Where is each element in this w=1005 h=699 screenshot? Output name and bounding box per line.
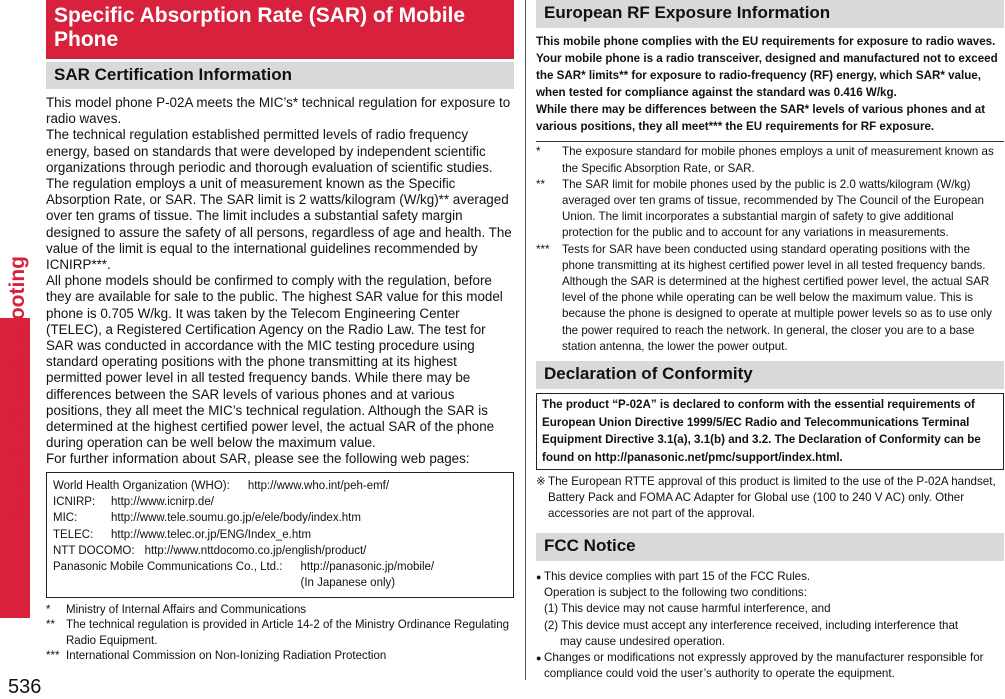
link-url[interactable]: http://www.nttdocomo.co.jp/english/product/ [144,544,367,557]
rf-footnotes [536,144,1004,355]
footnote-mark: ** [536,177,546,191]
paragraph: The technical regulation established permitted levels of radio frequency energy, based on standards that were developed by independent scientific organizations through periodic and thorough evaluation of scientific studies. The regulation employs a unit of measurement known as the Specific Absorption Rate, or SAR. The SAR limit is 2 watts/kilogram (W/kg)** averaged over ten grams of tissue. The limit includes a substantial safety margin designed to assure the safety of all persons, regardless of age and health. The value of the limit is equal to the international guidelines recommended by ICNIRP***. [46,127,512,273]
sar-links-box [46,472,514,598]
footnote-text: International Commission on Non-Ionizing Radiation Protection [66,650,387,663]
footnote-text: The technical regulation is provided in Article 14-2 of the Ministry Ordinance Regulating Radio Equipment. [66,619,509,647]
link-row-panasonic [53,559,507,592]
footnote [536,144,1004,176]
bullet-icon: ● [536,653,542,664]
footnote-text: Tests for SAR have been conducted using standard operating positions with the phone transmitting at its highest certified power level in all tested frequency bands. Although the SAR is determined at the highest certified power level, the actual SAR level of the phone while operating can be well below the maximum value. This is because the phone is designed to operate at multiple power levels so as to use only the power required to reach the network. In general, the closer you are to a base station antenna, the lower the power output. [562,242,992,353]
footnote-mark: *** [536,242,550,256]
rf-exposure-statement [536,34,1004,142]
fcc-heading: FCC Notice [536,533,1004,561]
footnote-text: The exposure standard for mobile phones employs a unit of measurement known as the Specific Absorption Rate, or SAR. [562,145,994,175]
footnote-mark: * [536,145,541,159]
link-row-telec [53,527,507,543]
fcc-item [536,650,1004,683]
link-org: TELEC: [53,528,94,541]
link-url-group [300,559,434,592]
fcc-item [536,569,1004,585]
page-title: Specific Absorption Rate (SAR) of Mobile Phone [46,0,514,59]
footnote-text: Ministry of Internal Affairs and Communications [66,603,307,616]
page-number: 536 [8,676,42,698]
footnote [46,618,514,649]
reference-mark: ※ [536,475,546,489]
link-row-icnirp [53,494,507,510]
fcc-text: Operation is subject to the following two conditions: [544,585,807,599]
paragraph: For further information about SAR, please see the following web pages: [46,451,470,467]
link-url[interactable]: http://www.icnirp.de/ [111,495,214,508]
fcc-text: Changes or modifications not expressly approved by the manufacturer responsible for compliance could void the user’s authority to operate the equipment. [544,651,984,681]
rf-exposure-heading: European RF Exposure Information [536,0,1004,28]
rf-paragraph: This mobile phone complies with the EU requirements for exposure to radio waves. Your mobile phone is a radio transceiver, designed and manufactured not to exceed the SAR* limits** for exposure to radio-frequency (RF) energy, which SAR* value, when tested for compliance against the standard was 0.416 W/kg. [536,35,998,99]
fcc-text: may cause undesired operation. [560,634,725,648]
rtte-note [536,474,1004,523]
paragraph: This model phone P-02A meets the MIC’s* technical regulation for exposure to radio waves. [46,95,511,127]
sidebar-section-label: Appendix/Troubleshooting [6,256,29,522]
conformity-heading: Declaration of Conformity [536,361,1004,389]
left-column [46,0,514,665]
paragraph: All phone models should be confirmed to comply with the regulation, before they are available for sale to the public. The highest SAR value for this model phone is 0.705 W/kg. It was taken by the Telecom Engineering Center (TELEC), a Registered Certification Agency on the Radio Law. The test for SAR was conducted in accordance with the MIC testing procedure using standard operating positions with the phone transmitting at its highest permitted power level in all tested frequency bands. While there may be differences between the SAR levels of various phones and at various positions, they all meet the MIC’s technical regulation. Although the SAR is determined at the highest certified power level, the actual SAR of the phone during operation can be well below the maximum value. [46,273,503,451]
link-org: World Health Organization (WHO): [53,479,230,492]
footnote [46,603,514,619]
sar-footnotes [46,603,514,665]
link-url[interactable]: http://www.who.int/peh-emf/ [247,479,390,492]
bullet-icon: ● [536,571,542,582]
fcc-text: (2) This device must accept any interference received, including interference that [544,618,959,632]
right-column [536,0,1004,683]
footnote-text: The SAR limit for mobile phones used by the public is 2.0 watts/kilogram (W/kg) averaged over ten grams of tissue, recommended by The Council of the European Union. The limit incorporates a substantial margin of safety to give additional protection for the public and to account for any variations in measurements. [562,177,984,240]
fcc-text: This device complies with part 15 of the FCC Rules. [544,569,811,583]
footnote [536,177,1004,242]
footnote-mark: ** [46,619,55,632]
conformity-box: The product “P-02A” is declared to conform with the essential requirements of European Union Directive 1999/5/EC Radio and Telecommunications Terminal Equipment Directive 3.1(a), 3.1(b) and 3.2. The Declaration of Conformity can be found on http://panasonic.net/pmc/support/index.html. [536,393,1004,470]
footnote [46,649,514,665]
sar-certification-heading: SAR Certification Information [46,62,514,89]
footnote [536,242,1004,355]
column-divider [525,0,526,680]
link-note: (In Japanese only) [300,577,396,590]
link-org: MIC: [53,512,78,525]
sar-body [46,95,514,468]
footnote-mark: *** [46,650,60,663]
link-org: Panasonic Mobile Communications Co., Ltd.: [53,561,283,574]
rtte-note-text: The European RTTE approval of this product is limited to the use of the P-02A handset, Battery Pack and FOMA AC Adapter for Global use (100 to 240 V AC) only. Other accessories are not part of the approval. [548,475,996,521]
link-row-mic [53,510,507,526]
link-url[interactable]: http://panasonic.jp/mobile/ [300,561,435,574]
link-url[interactable]: http://www.tele.soumu.go.jp/e/ele/body/index.htm [111,512,361,525]
fcc-body [536,569,1004,683]
footnote-mark: * [46,603,51,616]
link-org: ICNIRP: [53,495,96,508]
link-row-who [53,478,507,494]
link-url[interactable]: http://www.telec.or.jp/ENG/Index_e.htm [111,528,312,541]
fcc-text: (1) This device may not cause harmful interference, and [544,602,831,616]
link-row-docomo [53,543,507,559]
rf-paragraph: While there may be differences between the SAR* levels of various phones and at various positions, they all meet*** the EU requirements for RF exposure. [536,102,986,133]
link-org: NTT DOCOMO: [53,544,135,557]
